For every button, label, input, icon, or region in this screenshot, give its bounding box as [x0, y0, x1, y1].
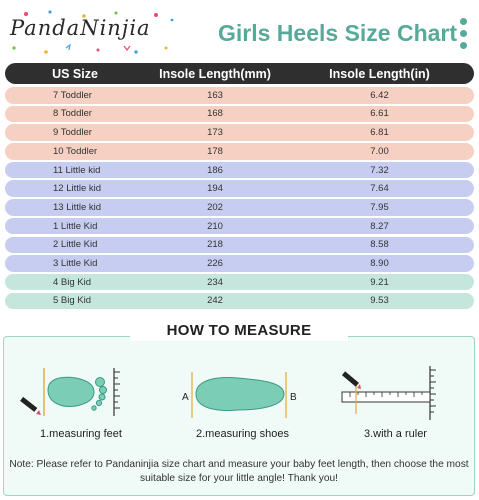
- size-cell: 7 Toddler: [53, 89, 92, 101]
- size-cell: 12 Little kid: [53, 183, 102, 195]
- header-us-size: US Size: [52, 66, 98, 81]
- insole-mm-cell: 226: [207, 257, 223, 269]
- insole-mm-cell: 173: [207, 127, 223, 139]
- insole-in-cell: 8.27: [370, 220, 389, 232]
- mark-a: A: [182, 392, 189, 403]
- table-row: [5, 143, 474, 160]
- insole-in-cell: 7.32: [370, 164, 389, 176]
- logo-text: PandaNinjia: [10, 16, 151, 40]
- insole-in-cell: 7.64: [370, 183, 389, 195]
- insole-in-cell: 6.81: [370, 127, 389, 139]
- size-cell: 2 Little Kid: [53, 239, 98, 251]
- table-row: [5, 293, 474, 310]
- size-cell: 10 Toddler: [53, 145, 98, 157]
- shoe-illustration: [176, 358, 306, 428]
- table-row: [5, 199, 474, 216]
- insole-mm-cell: 202: [207, 201, 223, 213]
- insole-mm-cell: 234: [207, 276, 223, 288]
- header-insole-in: Insole Length(in): [329, 66, 430, 81]
- page-title: Girls Heels Size Chart: [218, 20, 458, 46]
- insole-in-cell: 8.90: [370, 257, 389, 269]
- size-note: Note: Please refer to Pandaninjia size chart and measure your baby feet length, then choose the most suitable size for your little angle! Thank you!: [9, 459, 469, 484]
- insole-in-cell: 6.61: [370, 108, 389, 120]
- insole-mm-cell: 242: [207, 295, 223, 307]
- insole-mm-cell: 186: [207, 164, 223, 176]
- more-vertical-icon[interactable]: [460, 18, 468, 52]
- insole-mm-cell: 210: [207, 220, 223, 232]
- table-row: [5, 180, 474, 197]
- insole-in-cell: 9.53: [370, 295, 389, 307]
- size-chart-table: [5, 63, 474, 311]
- insole-in-cell: 7.00: [370, 145, 389, 157]
- foot-illustration: [14, 358, 162, 428]
- table-row: [5, 255, 474, 272]
- foot-icon: [48, 377, 107, 410]
- table-body: [5, 87, 474, 309]
- insole-mm-cell: 178: [207, 145, 223, 157]
- insole-mm-cell: 163: [207, 89, 223, 101]
- size-cell: 11 Little kid: [53, 164, 101, 176]
- size-cell: 3 Little Kid: [53, 257, 98, 269]
- ruler-icon: [342, 392, 430, 402]
- table-row: [5, 237, 474, 254]
- insole-in-cell: 8.58: [370, 239, 389, 251]
- header-insole-mm: Insole Length(mm): [159, 66, 271, 81]
- brand-logo: [6, 8, 181, 56]
- how-to-measure-title: HOW TO MEASURE: [130, 320, 348, 341]
- caption-step-2: 2.measuring shoes: [196, 428, 289, 440]
- size-cell: 13 Little kid: [53, 201, 102, 213]
- ruler-illustration: [330, 358, 470, 428]
- insole-mm-cell: 218: [207, 239, 223, 251]
- insole-in-cell: 6.42: [370, 89, 389, 101]
- size-cell: 8 Toddler: [53, 108, 92, 120]
- caption-step-3: 3.with a ruler: [364, 428, 427, 440]
- mark-b: B: [290, 392, 297, 403]
- table-header: [5, 63, 474, 84]
- pencil-icon: [342, 371, 361, 389]
- table-row: [5, 218, 474, 235]
- shoe-insole-icon: [196, 378, 284, 411]
- table-row: [5, 274, 474, 291]
- table-row: [5, 162, 474, 179]
- size-cell: 1 Little Kid: [53, 220, 98, 232]
- table-row: [5, 87, 474, 104]
- insole-mm-cell: 168: [207, 108, 223, 120]
- size-cell: 9 Toddler: [53, 127, 92, 139]
- caption-step-1: 1.measuring feet: [40, 428, 122, 440]
- table-row: [5, 106, 474, 123]
- insole-in-cell: 9.21: [370, 276, 389, 288]
- size-cell: 5 Big Kid: [53, 295, 92, 307]
- table-row: [5, 124, 474, 141]
- size-cell: 4 Big Kid: [53, 276, 92, 288]
- pencil-icon: [20, 397, 41, 415]
- insole-in-cell: 7.95: [370, 201, 389, 213]
- insole-mm-cell: 194: [207, 183, 223, 195]
